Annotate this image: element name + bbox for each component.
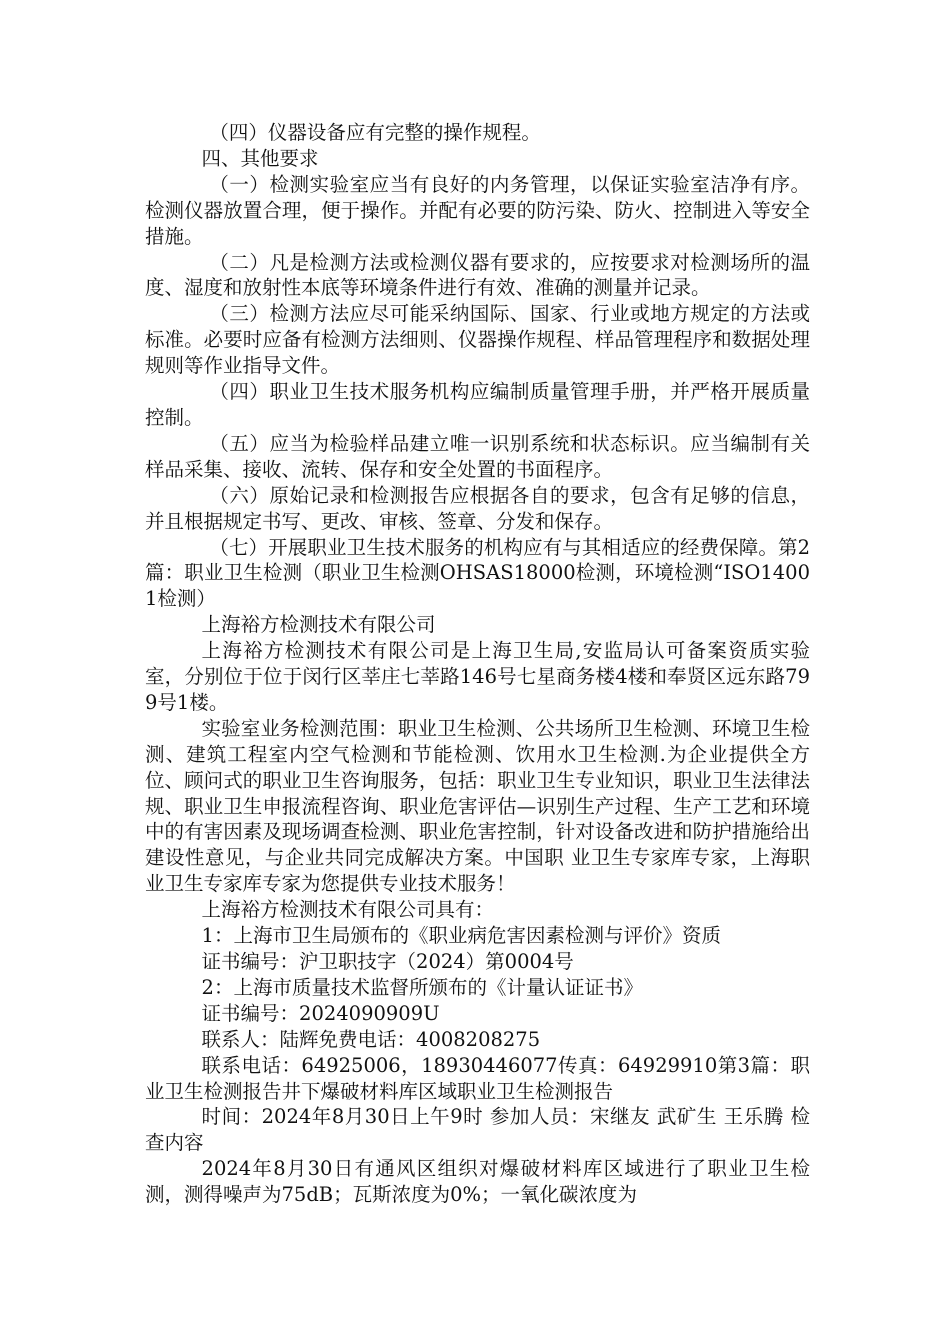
contact-person: 联系人：陆辉免费电话：4008208275 [201,1027,541,1051]
certificate-number: 证书编号：沪卫职技字（2024）第0004号 [201,950,574,973]
paragraph: （七）开展职业卫生技术服务的机构应有与其相适应的经费保障。第2篇：职业卫生检测（职业卫生检测OHSAS18000检测，环境检测“ISO14001检测） [145,535,810,611]
paragraph: 实验室业务检测范围：职业卫生检测、公共场所卫生检测、环境卫生检测、建筑工程室内空气检测和节能检测、饮用水卫生检测.为企业提供全方位、顾问式的职业卫生咨询服务，包括：职业卫生专业知识，职业卫生法律法规、职业卫生申报流程咨询、职业危害评估—识别生产过程、生产工艺和环境中的有害因素及现场调查检测、职业危害控制，针对设备改进和防护措施给出建设性意见，与企业共同完成解决方案。中国职 业卫生专家库专家，上海职业卫生专家库专家为您提供专业技术服务！ [145,716,810,896]
paragraph: （五）应当为检验样品建立唯一识别系统和状态标识。应当编制有关样品采集、接收、流转、保存和安全处置的书面程序。 [145,431,810,481]
paragraph: 2024年8月30日有通风区组织对爆破材料库区域进行了职业卫生检测，测得噪声为75dB；瓦斯浓度为0%；一氧化碳浓度为 [145,1157,810,1207]
paragraph: 上海裕方检测技术有限公司是上海卫生局,安监局认可备案资质实验室，分别位于位于闵行区莘庄七莘路146号七星商务楼4楼和奉贤区远东路799号1楼。 [145,639,810,714]
paragraph: （四）仪器设备应有完整的操作规程。 [209,121,541,144]
paragraph: 上海裕方检测技术有限公司具有： [201,898,495,922]
section-heading: 四、其他要求 [201,146,319,170]
paragraph: 时间：2024年8月30日上午9时 参加人员：宋继友 武矿生 王乐腾 检查内容 [145,1105,810,1155]
certificate-number: 证书编号：2024090909U [201,1001,440,1025]
company-title: 上海裕方检测技术有限公司 [201,613,436,637]
document-page [145,120,810,1208]
paragraph: （三）检测方法应尽可能采纳国际、国家、行业或地方规定的方法或标准。必要时应备有检测方法细则、仪器操作规程、样品管理程序和数据处理规则等作业指导文件。 [145,302,810,378]
qualification-item: 2：上海市质量技术监督所颁布的《计量认证证书》 [201,975,643,999]
qualification-item: 1：上海市卫生局颁布的《职业病危害因素检测与评价》资质 [201,924,721,948]
paragraph: （四）职业卫生技术服务机构应编制质量管理手册，并严格开展质量控制。 [145,380,810,429]
paragraph: （一）检测实验室应当有良好的内务管理，以保证实验室洁净有序。检测仪器放置合理，便于操作。并配有必要的防污染、防火、控制进入等安全措施。 [145,172,810,248]
contact-phone: 联系电话：64925006，18930446077传真：64929910第3篇：职业卫生检测报告井下爆破材料库区域职业卫生检测报告 [145,1053,810,1103]
paragraph: （二）凡是检测方法或检测仪器有要求的，应按要求对检测场所的温度、湿度和放射性本底等环境条件进行有效、准确的测量并记录。 [145,250,810,300]
paragraph: （六）原始记录和检测报告应根据各自的要求，包含有足够的信息，并且根据规定书写、更改、审核、签章、分发和保存。 [145,483,810,533]
